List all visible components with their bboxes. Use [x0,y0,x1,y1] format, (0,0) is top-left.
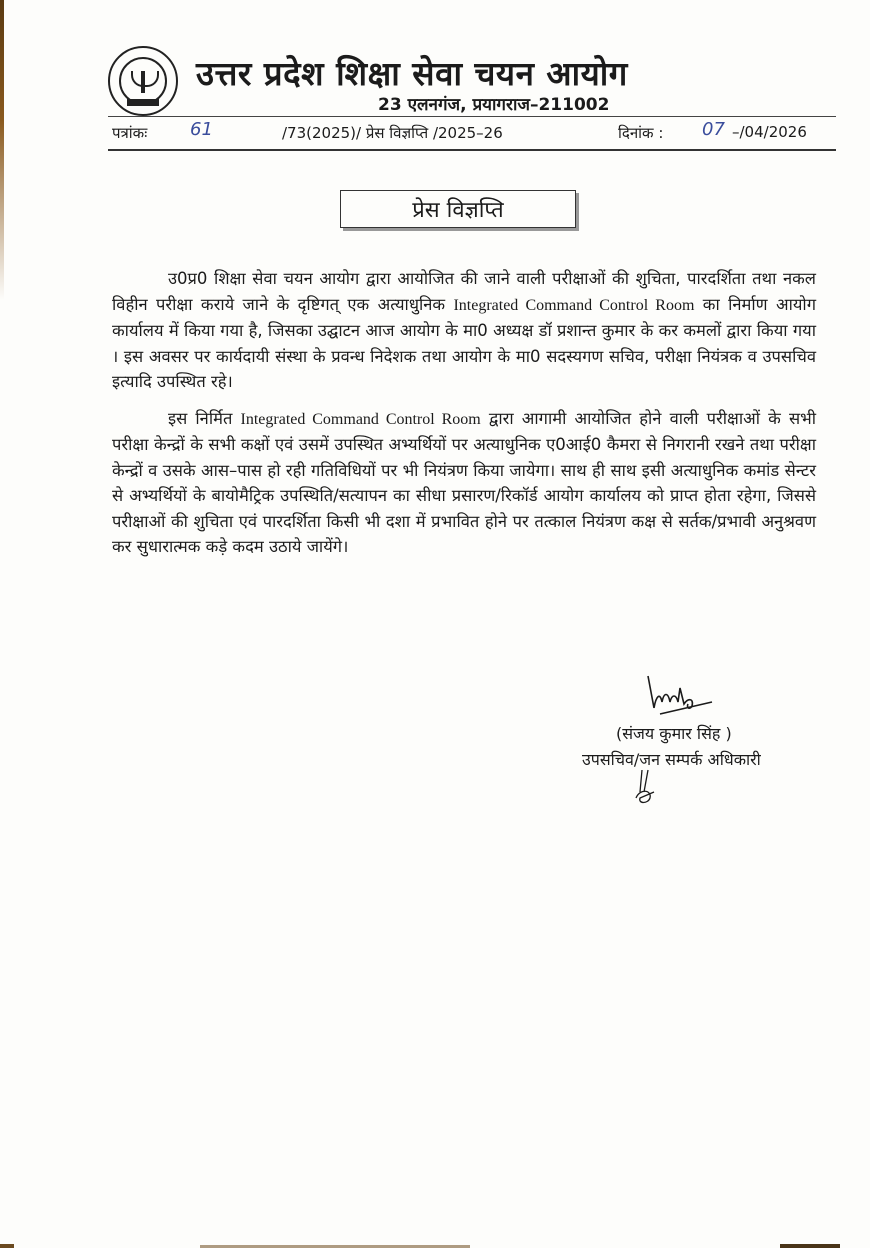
paragraph-text: इस निर्मित [168,408,241,428]
reference-line [112,119,832,147]
paragraph-text: उ0प्र0 शिक्षा सेवा चयन आयोग द्वारा आयोजित की जाने वाली परीक्षाओं की शुचिता, पारदर्शिता तथा नकल विहीन परीक्षा कराये जाने के दृष्टिगत् एक अत्याधुनिक [112,269,816,314]
reference-suffix: /73(2025)/ प्रेस विज्ञप्ति /2025–26 [282,124,503,142]
signatory-name: (संजय कुमार सिंह ) [616,724,732,743]
paper-edge-shadow [0,0,4,300]
divider [108,116,836,117]
paragraph-2 [112,406,816,560]
divider [108,149,836,151]
date-label: दिनांक : [618,124,664,142]
upessc-emblem-icon [108,46,178,116]
emblem-banner-icon [127,99,159,106]
organization-address: 23 एलनगंज, प्रयागराज–211002 [378,95,610,115]
date-day: 07 [702,119,725,140]
paper-edge-shadow [0,1244,14,1248]
paragraph-text-english: Integrated Command Control Room [453,296,695,314]
paragraph-text-english: Integrated Command Control Room [240,410,481,428]
press-release-heading [340,190,576,228]
initials-icon [630,768,660,808]
organization-title: उत्तर प्रदेश शिक्षा सेवा चयन आयोग [196,54,628,93]
signatory-designation: उपसचिव/जन सम्पर्क अधिकारी [582,750,761,769]
signature-icon [640,668,720,718]
emblem-inner-icon [119,57,167,105]
reference-label: पत्रांकः [112,124,148,142]
reference-number: 61 [190,119,213,140]
paragraph-text: द्वारा आगामी आयोजित होने वाली परीक्षाओं के सभी परीक्षा केन्द्रों के सभी कक्षों एवं उसमें उपस्थित अभ्यर्थियों पर अत्याधुनिक ए0आई0 कैमरा से निगरानी रखने तथा परीक्षा केन्द्रों व उसके आस–पास हो रही गतिविधियों पर भी नियंत्रण किया जायेगा। साथ ही साथ इसी अत्याधुनिक कमांड सेन्टर से अभ्यर्थियों के बायोमैट्रिक उपस्थिति/सत्यापन का सीधा प्रसारण/रिकॉर्ड आयोग कार्यालय को प्राप्त होता रहेगा, जिससे परीक्षाओं की शुचिता एवं पारदर्शिता किसी भी दशा में प्रभावित होने पर तत्काल नियंत्रण कक्ष से सर्तक/प्रभावी अनुश्रवण कर सुधारात्मक कड़े कदम उठाये जायेंगे। [112,408,816,556]
press-release-body [112,266,816,571]
heading-text: प्रेस विज्ञप्ति [412,198,504,223]
paragraph-1 [112,266,816,395]
paper-edge-shadow [780,1244,840,1248]
paragraph-text: का निर्माण आयोग कार्यालय में किया गया है, जिसका उद्घाटन आज आयोग के मा0 अध्यक्ष डॉ प्रशान्त कुमार के कर कमलों द्वारा किया गया । इस अवसर पर कार्यदायी संस्था के प्रवन्ध निदेशक तथा आयोग के मा0 सदस्यगण सचिव, परीक्षा नियंत्रक व उपसचिव इत्यादि उपस्थित रहे। [112,294,816,391]
date-rest: –/04/2026 [732,123,807,141]
